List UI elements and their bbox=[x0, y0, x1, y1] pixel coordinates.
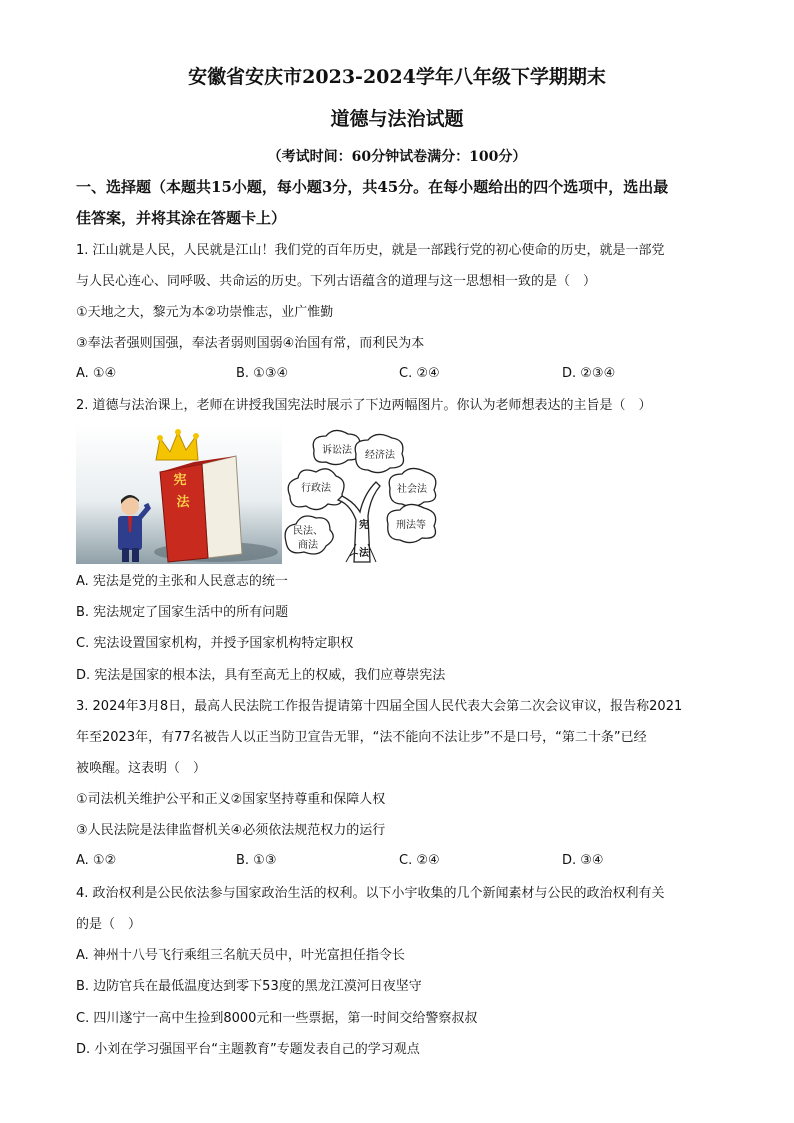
cloud-label-procedural: 诉讼法 bbox=[322, 445, 352, 456]
crown-jewel bbox=[193, 433, 199, 439]
trunk-label-2: 法 bbox=[359, 548, 369, 559]
q1-statements-line-1: ①天地之大，黎元为本②功崇惟志，业广惟勤 bbox=[76, 305, 334, 320]
q4-option-b: B. 边防官兵在最低温度达到零下53度的黑龙江漠河日夜坚守 bbox=[76, 979, 422, 994]
cloud-label-social: 社会法 bbox=[397, 484, 427, 495]
cloud-label-criminal: 刑法等 bbox=[396, 520, 426, 531]
q4-option-d: D. 小刘在学习强国平台“主题教育”专题发表自己的学习观点 bbox=[76, 1042, 420, 1057]
q2-option-d: D. 宪法是国家的根本法，具有至高无上的权威，我们应尊崇宪法 bbox=[76, 668, 446, 683]
crown-jewel bbox=[175, 429, 181, 435]
q4-option-a: A. 神州十八号飞行乘组三名航天员中，叶光富担任指令长 bbox=[76, 948, 405, 963]
q1-stem-line-1: 1. 江山就是人民，人民就是江山！我们党的百年历史，就是一部践行党的初心使命的历史，就是一部党 bbox=[76, 243, 665, 258]
q1-option-c: C. ②④ bbox=[399, 366, 440, 381]
cloud-label-commercial: 商法 bbox=[298, 540, 318, 551]
trunk-label-1: 宪 bbox=[359, 520, 369, 531]
cloud-label-administrative: 行政法 bbox=[301, 483, 331, 494]
q4-option-c: C. 四川遂宁一高中生捡到8000元和一些票据，第一时间交给警察叔叔 bbox=[76, 1011, 478, 1026]
crown-jewel bbox=[157, 435, 163, 441]
q1-statements-line-2: ③奉法者强则国强，奉法者弱则国弱④治国有常，而利民为本 bbox=[76, 336, 425, 351]
q1-options bbox=[76, 366, 726, 386]
q1-stem-line-2: 与人民心连心、同呼吸、共命运的历史。下列古语蕴含的道理与这一思想相一致的是（ ） bbox=[76, 274, 597, 289]
q3-statements-line-1: ①司法机关维护公平和正义②国家坚持尊重和保障人权 bbox=[76, 792, 386, 807]
q2-option-c: C. 宪法设置国家机构，并授予国家机构特定职权 bbox=[76, 636, 354, 651]
cloud-label-civil: 民法、 bbox=[293, 526, 323, 537]
cloud-label-economic: 经济法 bbox=[365, 450, 395, 461]
q4-stem-line-2: 的是（ ） bbox=[76, 917, 142, 932]
q2-stem: 2. 道德与法治课上，老师在讲授我国宪法时展示了下边两幅图片。你认为老师想表达的主旨是（ ） bbox=[76, 398, 652, 413]
q3-stem-line-3: 被唤醒。这表明（ ） bbox=[76, 761, 207, 776]
book-pages bbox=[202, 456, 242, 558]
q3-statements-line-2: ③人民法院是法律监督机关④必须依法规范权力的运行 bbox=[76, 823, 386, 838]
law-tree-figure bbox=[284, 424, 444, 564]
q3-option-a: A. ①② bbox=[76, 853, 117, 868]
q3-options bbox=[76, 853, 726, 873]
section-heading bbox=[76, 172, 726, 234]
q3-option-b: B. ①③ bbox=[236, 853, 277, 868]
q1-option-b: B. ①③④ bbox=[236, 366, 289, 381]
q1-option-a: A. ①④ bbox=[76, 366, 117, 381]
q3-stem-line-2: 年至2023年，有77名被告人以正当防卫宣告无罪，“法不能向不法让步”不是口号，“第二十条”已经 bbox=[76, 730, 647, 745]
q3-option-c: C. ②④ bbox=[399, 853, 440, 868]
q2-option-a: A. 宪法是党的主张和人民意志的统一 bbox=[76, 574, 288, 589]
exam-info: （考试时间：60分钟试卷满分：100分） bbox=[267, 149, 527, 165]
q3-stem-line-1: 3. 2024年3月8日，最高人民法院工作报告提请第十四届全国人民代表大会第二次会议审议，报告称2021 bbox=[76, 699, 683, 714]
q1-option-d: D. ②③④ bbox=[562, 366, 616, 381]
q2-option-b: B. 宪法规定了国家生活中的所有问题 bbox=[76, 605, 289, 620]
section-heading-line-2: 佳答案，并将其涂在答题卡上） bbox=[76, 209, 287, 227]
q4-stem-line-1: 4. 政治权利是公民依法参与国家政治生活的权利。以下小宇收集的几个新闻素材与公民的政治权利有关 bbox=[76, 886, 665, 901]
section-heading-line-1: 一、选择题（本题共15小题，每小题3分，共45分。在每小题给出的四个选项中，选出最 bbox=[76, 178, 669, 196]
exam-title: 安徽省安庆市2023-2024学年八年级下学期期末 bbox=[188, 66, 606, 88]
exam-subtitle: 道德与法治试题 bbox=[330, 108, 464, 130]
constitution-book-figure bbox=[76, 424, 282, 564]
q3-option-d: D. ③④ bbox=[562, 853, 604, 868]
book-title-2: 法 bbox=[176, 495, 190, 510]
book-title-1: 宪 bbox=[173, 473, 187, 488]
